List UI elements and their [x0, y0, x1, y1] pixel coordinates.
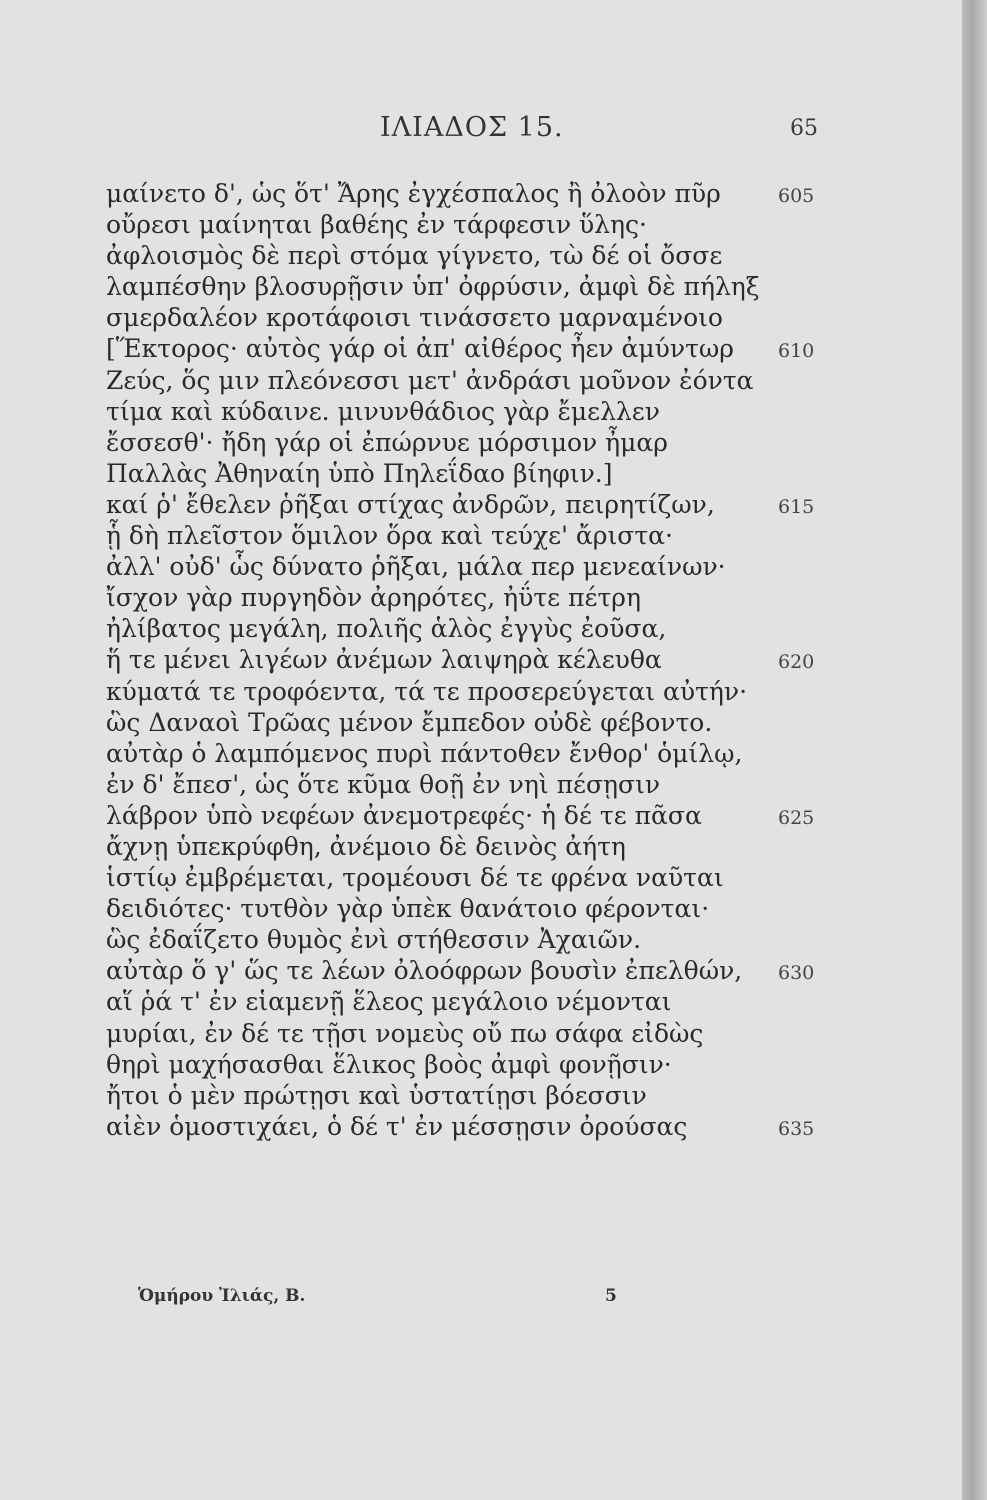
- verse-text: αἰὲν ὁμοστιχάει, ὁ δέ τ' ἐν μέσσῃσιν ὀρούσας: [106, 1111, 688, 1141]
- verse-line: [106, 769, 886, 800]
- running-title: ΙΛΙΑΔΟΣ 15.: [380, 112, 564, 143]
- verse-line: [106, 271, 886, 302]
- verse-text: ἔσσεσθ'· ἤδη γάρ οἱ ἐπώρνυε μόρσιμον ἦμαρ: [106, 427, 668, 457]
- verse-line: [106, 862, 886, 893]
- verse-line: [106, 365, 886, 396]
- verse-text: ᾗ δὴ πλεῖστον ὅμιλον ὅρα καὶ τεύχε' ἄριστα·: [106, 521, 674, 551]
- verse-text: ἄχνῃ ὑπεκρύφθη, ἀνέμοιο δὲ δεινὸς ἀήτη: [106, 831, 626, 861]
- verse-line: [106, 924, 886, 955]
- verse-line: [106, 333, 886, 364]
- verse-line: [106, 831, 886, 862]
- printer-signature: Ὁμήρου Ἰλιάς, Β.: [138, 1286, 306, 1306]
- verse-line: [106, 427, 886, 458]
- verse-text: ἀφλοισμὸς δὲ περὶ στόμα γίγνετο, τὼ δέ οἱ ὄσσε: [106, 241, 723, 271]
- verse-line: [106, 676, 886, 707]
- verse-text: ὣς ἐδαΐζετο θυμὸς ἐνὶ στήθεσσιν Ἀχαιῶν.: [106, 925, 642, 955]
- verse-line: [106, 893, 886, 924]
- verse-text: λάβρον ὑπὸ νεφέων ἀνεμοτρεφές· ἡ δέ τε πᾶσα: [106, 800, 702, 830]
- verse-text: σμερδαλέον κροτάφοισι τινάσσετο μαρναμένοιο: [106, 303, 723, 333]
- verse-text: θηρὶ μαχήσασθαι ἕλικος βοὸς ἀμφὶ φονῇσιν·: [106, 1049, 672, 1079]
- verse-text: καί ῥ' ἔθελεν ῥῆξαι στίχας ἀνδρῶν, πειρητίζων,: [106, 489, 715, 519]
- verse-text: οὔρεσι μαίνηται βαθέης ἐν τάρφεσιν ὕλης·: [106, 210, 647, 240]
- page-number: 65: [790, 116, 818, 141]
- verse-text: αἵ ῥά τ' ἐν εἱαμενῇ ἕλεος μεγάλοιο νέμονται: [106, 987, 672, 1017]
- verse-line: [106, 1111, 886, 1142]
- verse-line: [106, 955, 886, 986]
- verse-text: ὣς Δαναοὶ Τρῶας μένον ἔμπεδον οὐδὲ φέβοντο.: [106, 707, 713, 737]
- verse-text: αὐτὰρ ὅ γ' ὥς τε λέων ὀλοόφρων βουσὶν ἐπελθών,: [106, 956, 743, 986]
- verse-line: [106, 240, 886, 271]
- page-footer: [0, 1286, 962, 1316]
- verse-text: δειδιότες· τυτθὸν γὰρ ὑπὲκ θανάτοιο φέρονται·: [106, 894, 710, 924]
- line-number: 605: [778, 185, 815, 207]
- verse-line: [106, 178, 886, 209]
- verse-line: [106, 613, 886, 644]
- verse-text: αὐτὰρ ὁ λαμπόμενος πυρὶ πάντοθεν ἔνθορ' ὁμίλῳ,: [106, 738, 743, 768]
- verse-text: μυρίαι, ἐν δέ τε τῇσι νομεὺς οὔ πω σάφα εἰδὼς: [106, 1018, 704, 1048]
- verse-line: [106, 209, 886, 240]
- line-number: 615: [778, 495, 815, 518]
- verse-line: [106, 644, 886, 675]
- verse-line: [106, 582, 886, 613]
- verse-text: ἤτοι ὁ μὲν πρώτῃσι καὶ ὑστατίῃσι βόεσσιν: [106, 1080, 647, 1110]
- verse-text: κύματά τε τροφόεντα, τά τε προσερεύγεται αὐτήν·: [106, 676, 748, 706]
- verse-line: [106, 1018, 886, 1049]
- verse-text: ἴσχον γὰρ πυργηδὸν ἀρηρότες, ἠΰτε πέτρη: [106, 583, 641, 613]
- verse-text: ἀλλ' οὐδ' ὧς δύνατο ῥῆξαι, μάλα περ μενεαίνων·: [106, 552, 726, 582]
- verse-block: [106, 178, 886, 1142]
- verse-text: ἠλίβατος μεγάλη, πολιῆς ἁλὸς ἐγγὺς ἐοῦσα,: [106, 614, 667, 644]
- line-number: 620: [778, 651, 815, 674]
- verse-line: [106, 520, 886, 551]
- verse-line: [106, 458, 886, 489]
- verse-line: [106, 1080, 886, 1111]
- line-number: 635: [778, 1117, 815, 1140]
- verse-text: ἱστίῳ ἐμβρέμεται, τρομέουσι δέ τε φρένα ναῦται: [106, 863, 724, 893]
- verse-line: [106, 707, 886, 738]
- verse-line: [106, 738, 886, 769]
- verse-line: [106, 800, 886, 831]
- verse-text: ἐν δ' ἔπεσ', ὡς ὅτε κῦμα θοῇ ἐν νηὶ πέσῃσιν: [106, 769, 661, 799]
- verse-text: [Ἕκτορος· αὐτὸς γάρ οἱ ἀπ' αἰθέρος ἦεν ἀμύντωρ: [106, 334, 734, 364]
- line-number: 625: [778, 806, 815, 829]
- line-number: 630: [778, 962, 815, 985]
- verse-line: [106, 302, 886, 333]
- line-number: 610: [778, 340, 815, 363]
- signature-mark: 5: [605, 1286, 617, 1306]
- verse-line: [106, 551, 886, 582]
- verse-text: Παλλὰς Ἀθηναίη ὑπὸ Πηλεΐδαο βίηφιν.]: [106, 458, 613, 488]
- verse-line: [106, 986, 886, 1017]
- verse-line: [106, 396, 886, 427]
- verse-text: τίμα καὶ κύδαινε. μινυνθάδιος γὰρ ἔμελλεν: [106, 396, 660, 426]
- verse-text: λαμπέσθην βλοσυρῇσιν ὑπ' ὀφρύσιν, ἀμφὶ δὲ πήληξ: [106, 272, 760, 302]
- scan-edge: [962, 0, 987, 1500]
- verse-text: μαίνετο δ', ὡς ὅτ' Ἄρης ἐγχέσπαλος ἢ ὀλοὸν πῦρ: [106, 179, 721, 208]
- page-header: [0, 112, 962, 152]
- verse-text: ἥ τε μένει λιγέων ἀνέμων λαιψηρὰ κέλευθα: [106, 645, 662, 675]
- verse-line: [106, 489, 886, 520]
- verse-line: [106, 1049, 886, 1080]
- verse-text: Ζεύς, ὅς μιν πλεόνεσσι μετ' ἀνδράσι μοῦνον ἐόντα: [106, 365, 754, 395]
